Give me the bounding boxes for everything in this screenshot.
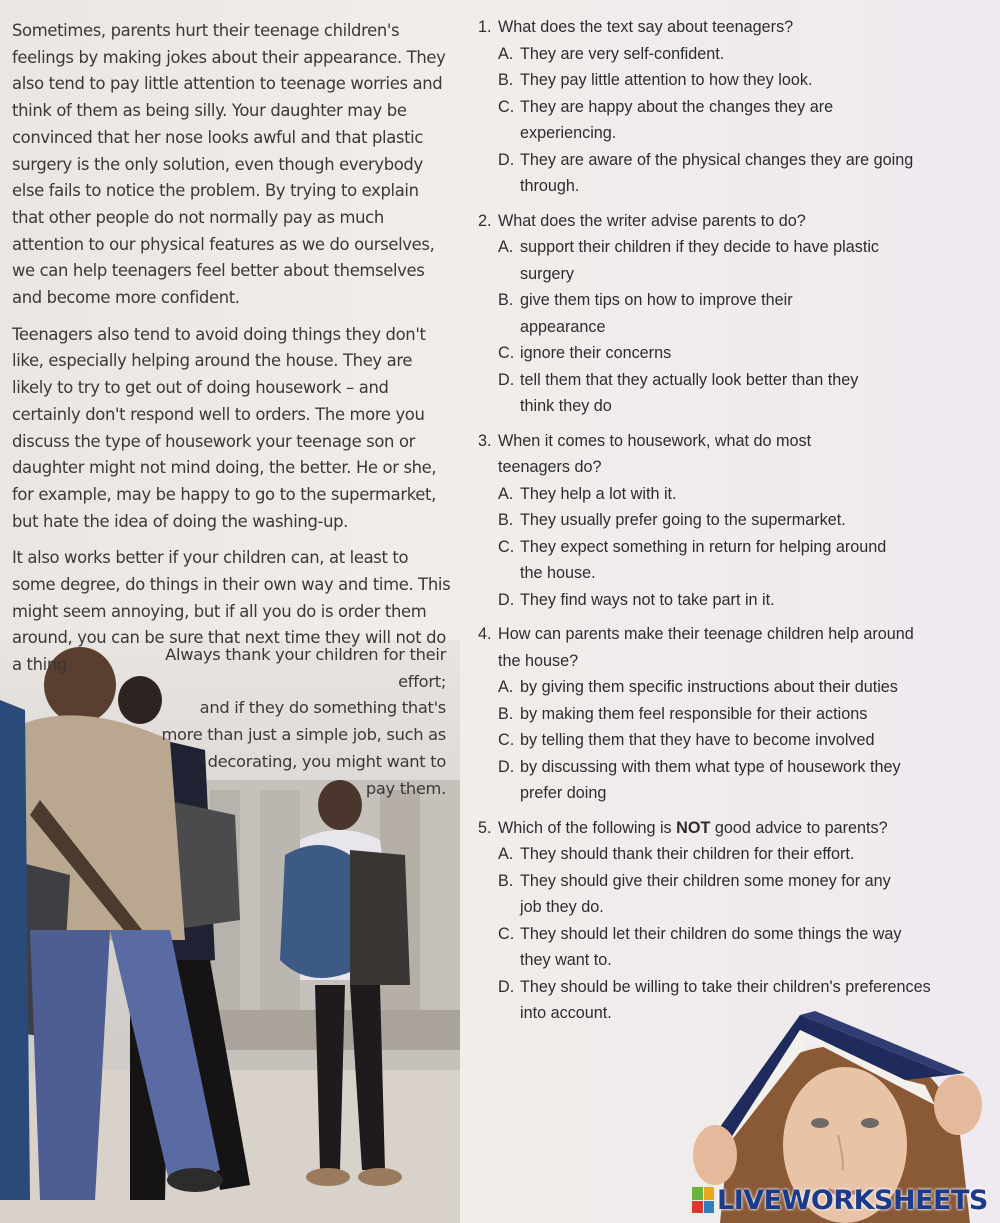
option-text: They are very self-confident.	[520, 44, 725, 63]
option-letter: B.	[498, 871, 514, 890]
answer-option[interactable]	[498, 868, 948, 921]
liveworksheets-logo	[692, 1183, 988, 1217]
option-text: by telling them that they have to become involved	[520, 731, 875, 749]
option-text: They should give their children some money for any job they do.	[520, 871, 891, 916]
question-stem	[478, 14, 948, 41]
answer-option[interactable]	[498, 727, 948, 754]
caption-line: and if they do something that's	[199, 698, 446, 718]
caption-line: decorating, you might want to	[207, 751, 446, 771]
option-letter: D.	[498, 757, 515, 776]
question-number: 1.	[478, 18, 492, 36]
option-letter: D.	[498, 977, 515, 996]
option-text: by giving them specific instructions about their duties	[520, 678, 898, 696]
question-text-part: Which of the following is	[498, 818, 677, 837]
option-letter: C.	[498, 344, 515, 362]
option-letter: A.	[498, 678, 514, 696]
answer-option[interactable]	[498, 287, 948, 340]
article-paragraph: Sometimes, parents hurt their teenage children's feelings by making jokes about their appearance. They also tend to pay little attention to teenage worries and think of them as being silly. Your daughter may be convinced that her nose looks awful and that plastic surgery is the only solution, even though everybody else fails to notice the problem. By trying to explain that other people do not normally pay as much attention to our physical features as we do ourselves, we can help teenagers feel better about themselves and become more confident.	[12, 21, 446, 308]
option-letter: D.	[498, 370, 515, 389]
option-letter: A.	[498, 484, 514, 503]
option-text: give them tips on how to improve their appearance	[520, 291, 793, 336]
question-text: What does the writer advise parents to do?	[498, 211, 806, 230]
option-letter: B.	[498, 71, 514, 89]
question-stem	[478, 428, 948, 481]
answer-option[interactable]	[498, 94, 948, 147]
option-text: They expect something in return for helping around the house.	[520, 537, 887, 582]
question-text: What does the text say about teenagers?	[498, 18, 794, 36]
question-5	[478, 815, 948, 1027]
option-letter: A.	[498, 845, 514, 863]
question-3	[478, 428, 948, 614]
caption-line: pay them.	[365, 778, 446, 798]
question-number: 3.	[478, 431, 492, 450]
option-text: ignore their concerns	[520, 344, 672, 362]
option-text: They should thank their children for their effort.	[520, 845, 855, 863]
option-text: They should let their children do some things the way they want to.	[520, 924, 902, 969]
question-number: 5.	[478, 818, 492, 837]
answer-option[interactable]	[498, 234, 948, 287]
option-text: They are aware of the physical changes they are going through.	[520, 150, 914, 195]
question-1	[478, 14, 948, 200]
question-text: How can parents make their teenage children help around the house?	[498, 625, 914, 670]
answer-option[interactable]	[498, 340, 948, 367]
option-text: They pay little attention to how they look.	[520, 71, 813, 89]
option-text: support their children if they decide to have plastic surgery	[520, 238, 880, 283]
answer-option[interactable]	[498, 481, 948, 508]
option-text: tell them that they actually look better than they think they do	[520, 370, 859, 415]
answer-option[interactable]	[498, 587, 948, 614]
option-letter: C.	[498, 924, 515, 943]
option-letter: D.	[498, 150, 515, 169]
caption-line: more than just a simple job, such as	[161, 725, 446, 745]
question-number: 4.	[478, 625, 492, 643]
option-text: They should be willing to take their children's preferences into account.	[520, 977, 931, 1022]
logo-mark-icon	[692, 1187, 714, 1213]
answer-option[interactable]	[498, 507, 948, 534]
option-letter: A.	[498, 238, 514, 256]
option-text: They help a lot with it.	[520, 484, 677, 503]
option-letter: A.	[498, 44, 514, 63]
answer-option[interactable]	[498, 701, 948, 728]
question-text-part: good advice to parents?	[710, 818, 888, 837]
question-text	[498, 815, 888, 842]
article-paragraph: Teenagers also tend to avoid doing things they don't like, especially helping around the house. They are likely to try to get out of doing housework – and certainly don't respond well to orders. The more you discuss the type of housework your teenage son or daughter might not mind doing, the better. He or she, for example, may be happy to go to the supermarket, but hate the idea of doing the washing-up.	[12, 324, 437, 531]
option-text: by discussing with them what type of housework they prefer doing	[520, 757, 901, 802]
option-letter: C.	[498, 97, 515, 116]
option-letter: B.	[498, 511, 514, 529]
answer-option[interactable]	[498, 147, 948, 200]
question-number: 2.	[478, 211, 492, 230]
question-2	[478, 208, 948, 420]
questions-list	[478, 14, 948, 1035]
answer-option[interactable]	[498, 674, 948, 701]
caption-line: Always thank your children for their effort;	[165, 645, 446, 691]
option-text: They usually prefer going to the supermarket.	[520, 511, 846, 529]
question-stem	[478, 815, 948, 842]
question-text: When it comes to housework, what do most teenagers do?	[498, 431, 812, 476]
question-stem	[478, 208, 948, 235]
answer-option[interactable]	[498, 754, 948, 807]
answer-option[interactable]	[498, 921, 948, 974]
option-text: They find ways not to take part in it.	[520, 590, 775, 609]
option-text: They are happy about the changes they are experiencing.	[520, 97, 834, 142]
logo-text: LIVEWORKSHEETS	[717, 1184, 988, 1216]
option-letter: B.	[498, 704, 514, 723]
answer-option[interactable]	[498, 367, 948, 420]
answer-option[interactable]	[498, 841, 948, 868]
answer-option[interactable]	[498, 41, 948, 68]
question-stem	[478, 621, 948, 674]
option-letter: D.	[498, 590, 515, 609]
option-letter: C.	[498, 731, 515, 749]
article-paragraph: It also works better if your children can, at least to some degree, do things in their own way and time. This might seem annoying, but if all you do is order them around, you can be sure that next time they will not do a thing.	[12, 548, 451, 675]
answer-option[interactable]	[498, 534, 948, 587]
article-text	[12, 18, 452, 689]
option-letter: C.	[498, 537, 515, 556]
answer-option[interactable]	[498, 67, 948, 94]
question-4	[478, 621, 948, 807]
question-text-emphasis: NOT	[676, 818, 711, 837]
option-letter: B.	[498, 291, 514, 309]
option-text: by making them feel responsible for their actions	[520, 704, 868, 723]
